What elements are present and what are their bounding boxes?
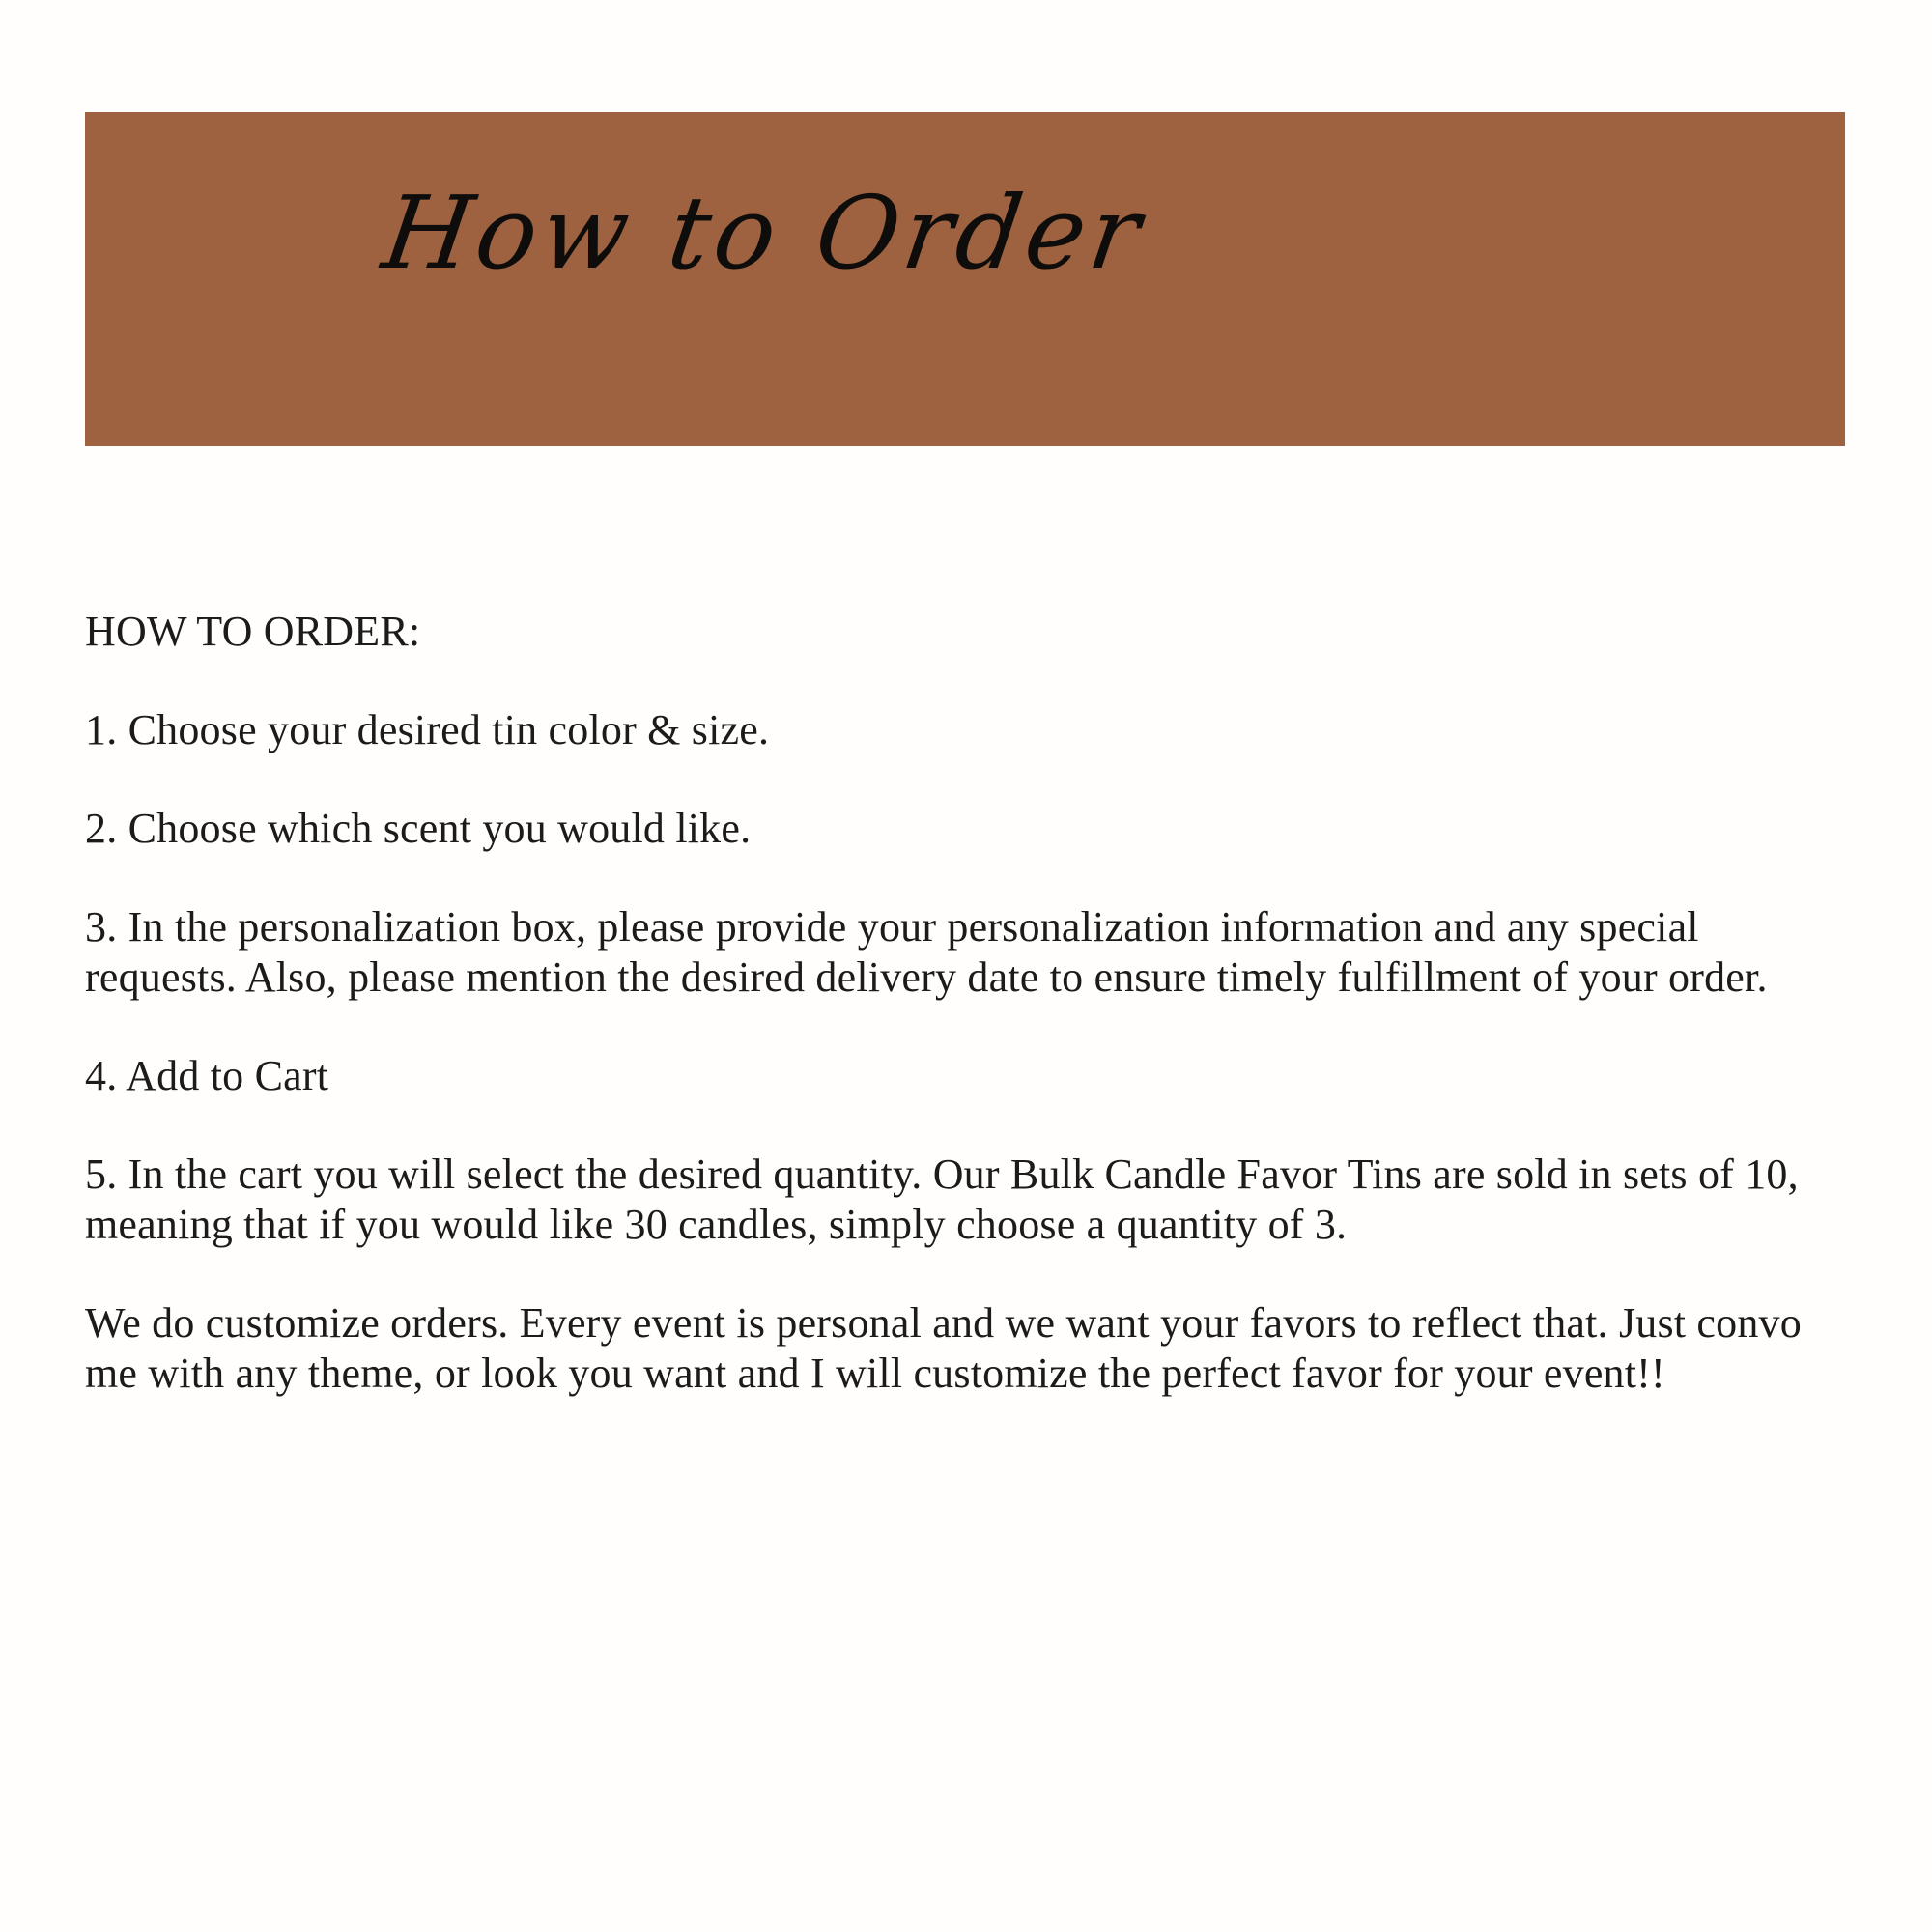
page-title: How to Order	[376, 174, 1152, 292]
body-paragraph-step-4: 4. Add to Cart	[85, 1052, 329, 1099]
body-paragraph-customization-note: We do customize orders. Every event is personal and we want your favors to reflect that. Just convo me with any theme, or look you want and I will customize the perfect favor for your event!!	[85, 1299, 1802, 1397]
body-paragraph-step-2: 2. Choose which scent you would like.	[85, 805, 752, 852]
header-banner	[85, 112, 1845, 446]
body-paragraph-step-1: 1. Choose your desired tin color & size.	[85, 706, 770, 753]
content-section	[85, 607, 1849, 1447]
body-paragraph-step-3: 3. In the personalization box, please provide your personalization information and any special requests. Also, please mention the desired delivery date to ensure timely fulfillment of your order.	[85, 903, 1768, 1001]
section-heading: HOW TO ORDER:	[85, 608, 421, 655]
body-paragraph-step-5: 5. In the cart you will select the desired quantity. Our Bulk Candle Favor Tins are sold in sets of 10, meaning that if you would like 30 candles, simply choose a quantity of 3.	[85, 1151, 1799, 1248]
